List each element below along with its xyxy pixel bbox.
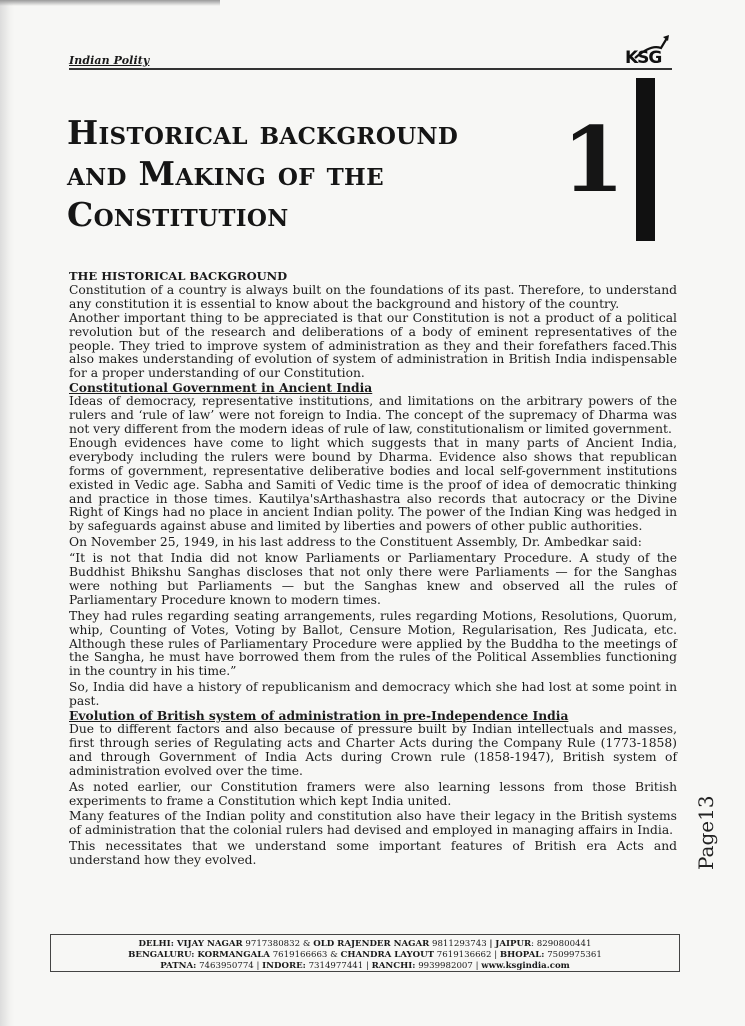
footer-separator: | xyxy=(489,939,493,949)
footer-phone: 9717380832 xyxy=(245,939,301,949)
logo-text: KSG xyxy=(625,48,662,68)
chapter-number: 1 xyxy=(562,107,625,213)
footer-label: RANCHI: xyxy=(371,961,416,971)
footer-line xyxy=(51,961,679,972)
chapter-title-line: Constitution xyxy=(67,195,289,234)
section-heading: THE HISTORICAL BACKGROUND xyxy=(69,269,288,283)
footer-label: DELHI: VIJAY NAGAR xyxy=(138,939,243,949)
paragraph: Due to different factors and also because of pressure built by Indian intellectuals and masses, first through series of Regulating acts and Charter Acts during the Company Rule (1773-1858) and through Government of India Acts during Crown rule (1858-1947), British system of administration evolved over the time. xyxy=(69,722,677,778)
chapter-bar xyxy=(636,78,655,241)
paragraph: Many features of the Indian polity and constitution also have their legacy in the British systems of administration that the colonial rulers had devised and employed in managing affairs in India. xyxy=(69,809,677,838)
footer-phone: 7509975361 xyxy=(547,950,602,960)
footer-label: CHANDRA LAYOUT xyxy=(340,950,435,960)
chapter-title xyxy=(67,112,537,235)
footer-label: INDORE: xyxy=(262,961,306,971)
scan-shadow-top xyxy=(0,0,220,6)
footer-label: OLD RAJENDER NAGAR xyxy=(313,939,430,949)
paragraph: So, India did have a history of republicanism and democracy which she had lost at some point in past. xyxy=(69,680,677,709)
footer-separator: & xyxy=(330,950,338,960)
page-number: Page13 xyxy=(694,795,718,870)
footer-label: BHOPAL: xyxy=(499,950,545,960)
footer-label: JAIPUR xyxy=(495,939,532,949)
footer-label: PATNA: xyxy=(160,961,197,971)
website-link[interactable]: www.ksgindia.com xyxy=(481,961,570,971)
footer-contact-box xyxy=(50,934,680,972)
footer-phone: 9939982007 xyxy=(418,961,473,971)
footer-phone: : 8290800441 xyxy=(531,939,592,949)
footer-phone: 7619166663 xyxy=(272,950,328,960)
quote-paragraph: They had rules regarding seating arrangements, rules regarding Motions, Resolutions, Quorum, whip, Counting of Votes, Voting by Ballot, Censure Motion, Regularisation, Res Judicata, etc. Although these rules of Parliamentary Procedure were applied by the Buddha to the meetings of the Sangha, he must have borrowed them from the rules of the Political Assemblies functioning in the country in his time.” xyxy=(69,608,677,679)
paragraph: This necessitates that we understand some important features of British era Acts and understand how they evolved. xyxy=(69,839,677,868)
footer-line xyxy=(51,939,679,950)
paragraph: Another important thing to be appreciated is that our Constitution is not a product of a political revolution but of the research and deliberations of a body of eminent representatives of the people. They tried to improve system of administration as they and their forefathers faced.This also makes understanding of evolution of system of administration in British India indispensable for a proper understanding of our Constitution. xyxy=(69,310,677,381)
footer-phone: 9811293743 xyxy=(432,939,487,949)
footer-separator: | xyxy=(365,961,369,971)
chapter-title-line: and Making of the xyxy=(67,154,384,193)
footer-phone: 7314977441 xyxy=(308,961,364,971)
running-header: Indian Polity xyxy=(69,54,150,67)
paragraph: Constitution of a country is always built on the foundations of its past. Therefore, to understand any constitution it is essential to know about the background and history of the country. xyxy=(69,282,677,311)
footer-separator: | xyxy=(494,950,498,960)
footer-separator: | xyxy=(256,961,260,971)
footer-label: BENGALURU: KORMANGALA xyxy=(128,950,270,960)
ksg-logo xyxy=(625,34,673,68)
footer-line xyxy=(51,950,679,961)
header-rule xyxy=(69,68,672,70)
paragraph: Enough evidences have come to light which suggests that in many parts of Ancient India, everybody including the rulers were bound by Dharma. Evidence also shows that republican forms of government, representative deliberative bodies and local self-government institutions existed in Vedic age. Sabha and Samiti of Vedic time is the proof of idea of democratic thinking and practice in those times. Kautilya'sArthashastra also records that autocracy or the Divine Right of Kings had no place in ancient Indian polity. The power of the Indian King was hedged in by safeguards against abuse and limited by liberties and powers of other public authorities. xyxy=(69,435,677,534)
chapter-title-line: Historical background xyxy=(67,113,459,152)
footer-separator: & xyxy=(302,939,311,949)
footer-phone: 7463950774 xyxy=(199,961,254,971)
quote-paragraph: “It is not that India did not know Parliaments or Parliamentary Procedure. A study of the Buddhist Bhikshu Sanghas discloses that not only there were Parliaments — for the Sanghas were nothing but Parliaments — but the Sanghas knew and observed all the rules of Parliamentary Procedure known to modern times. xyxy=(69,551,677,607)
section-heading: Constitutional Government in Ancient India xyxy=(69,380,373,396)
section-heading: Evolution of British system of administration in pre-Independence India xyxy=(69,708,569,724)
paragraph: Ideas of democracy, representative institutions, and limitations on the arbitrary powers of the rulers and ‘rule of law’ were not foreign to India. The concept of the supremacy of Dharma was not very different from the modern ideas of rule of law, constitutionalism or limited government. xyxy=(69,394,677,436)
scan-shadow-left xyxy=(0,0,14,1026)
footer-separator: | xyxy=(475,961,479,971)
paragraph: On November 25, 1949, in his last address to the Constituent Assembly, Dr. Ambedkar said: xyxy=(69,535,642,550)
paragraph: As noted earlier, our Constitution framers were also learning lessons from those British experiments to frame a Constitution which kept India united. xyxy=(69,779,677,808)
body-text xyxy=(69,270,677,868)
footer-phone: 7619136662 xyxy=(436,950,492,960)
